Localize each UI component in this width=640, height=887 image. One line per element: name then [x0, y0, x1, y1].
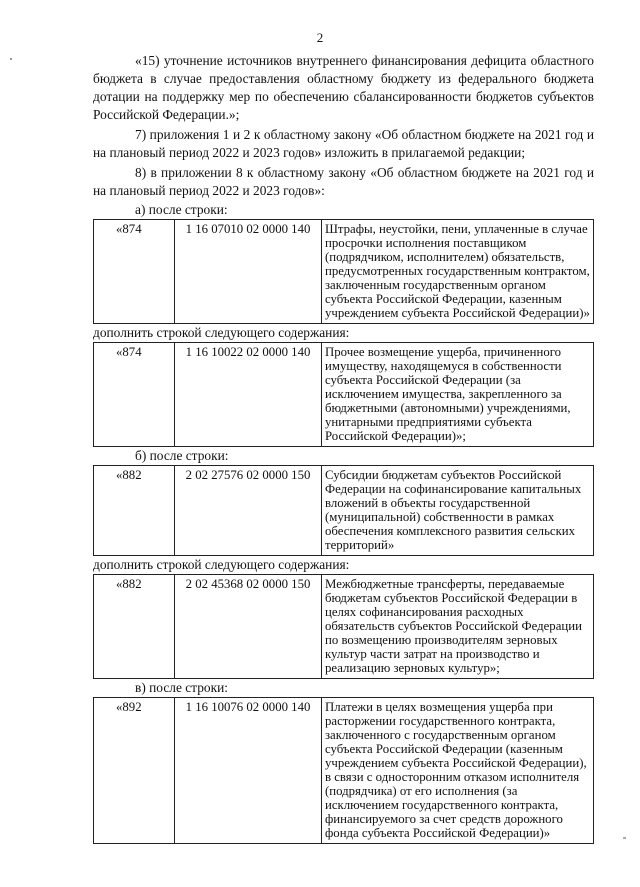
admin-code-cell: «874: [94, 220, 175, 324]
income-name-cell: Штрафы, неустойки, пени, уплаченные в случае просрочки исполнения поставщиком (подрядчиком, исполнителем) обязательств, предусмотренных государственным контрактом, заключенным государственным органом субъекта Российской Федерации, казенным учреждением субъекта Российской Федерации)»: [322, 220, 594, 324]
budget-row-table: [93, 697, 594, 844]
income-name-cell: Субсидии бюджетам субъектов Российской Федерации на софинансирование капитальных вложений в объекты государственной (муниципальной) собственности в рамках обеспечения комплексного развития сельских территорий»: [322, 466, 594, 556]
admin-code-cell: «874: [94, 343, 175, 447]
budget-row-table: [93, 574, 594, 679]
section-heading: б) после строки:: [135, 448, 229, 463]
budget-row-table: [93, 219, 594, 324]
scan-speck: [623, 837, 626, 839]
table-row: [94, 220, 594, 324]
section-heading: дополнить строкой следующего содержания:: [93, 557, 350, 572]
table-row: [94, 466, 594, 556]
paragraph-15: «15) уточнение источников внутреннего финансирования дефицита областного бюджета в случае предоставления областному бюджету из федерального бюджета дотации на поддержку мер по обеспечению сбалансированности бюджетов субъектов Российской Федерации.»;: [93, 53, 594, 122]
kbk-code-cell: 2 02 27576 02 0000 150: [175, 466, 322, 556]
table-row: [94, 343, 594, 447]
admin-code-cell: «882: [94, 575, 175, 679]
document-body: [93, 52, 594, 845]
section-heading: в) после строки:: [135, 680, 228, 695]
income-name-cell: Прочее возмещение ущерба, причиненного имуществу, находящемуся в собственности субъекта Российской Федерации (за исключением имущества, закрепленного за бюджетными (автономными) учреждениями, унитарными предприятиями субъекта Российской Федерации)»;: [322, 343, 594, 447]
admin-code-cell: «882: [94, 466, 175, 556]
page-number: 2: [316, 30, 324, 45]
scan-speck: [10, 58, 12, 60]
budget-row-table: [93, 465, 594, 556]
income-name-cell: Межбюджетные трансферты, передаваемые бюджетам субъектов Российской Федерации в целях софинансирования расходных обязательств субъектов Российской Федерации по возмещению производителям зерновых культур части затрат на производство и реализацию зерновых культур»;: [322, 575, 594, 679]
table-row: [94, 575, 594, 679]
section-heading: а) после строки:: [135, 202, 228, 217]
paragraph-8: 8) в приложении 8 к областному закону «Об областном бюджете на 2021 год и на плановый период 2022 и 2023 годов»:: [93, 165, 594, 198]
kbk-code-cell: 1 16 10022 02 0000 140: [175, 343, 322, 447]
kbk-code-cell: 1 16 07010 02 0000 140: [175, 220, 322, 324]
kbk-code-cell: 1 16 10076 02 0000 140: [175, 698, 322, 844]
income-name-cell: Платежи в целях возмещения ущерба при расторжении государственного контракта, заключенного с государственным органом субъекта Российской Федерации (казенным учреждением субъекта Российской Федерации), в связи с односторонним отказом исполнителя (подрядчика) от его исполнения (за исключением государственного контракта, финансируемого за счет средств дорожного фонда субъекта Российской Федерации)»: [322, 698, 594, 844]
table-row: [94, 698, 594, 844]
budget-row-table: [93, 342, 594, 447]
section-heading: дополнить строкой следующего содержания:: [93, 325, 350, 340]
admin-code-cell: «892: [94, 698, 175, 844]
paragraph-7: 7) приложения 1 и 2 к областному закону «Об областном бюджете на 2021 год и на плановый период 2022 и 2023 годов» изложить в прилагаемой редакции;: [93, 127, 594, 160]
kbk-code-cell: 2 02 45368 02 0000 150: [175, 575, 322, 679]
